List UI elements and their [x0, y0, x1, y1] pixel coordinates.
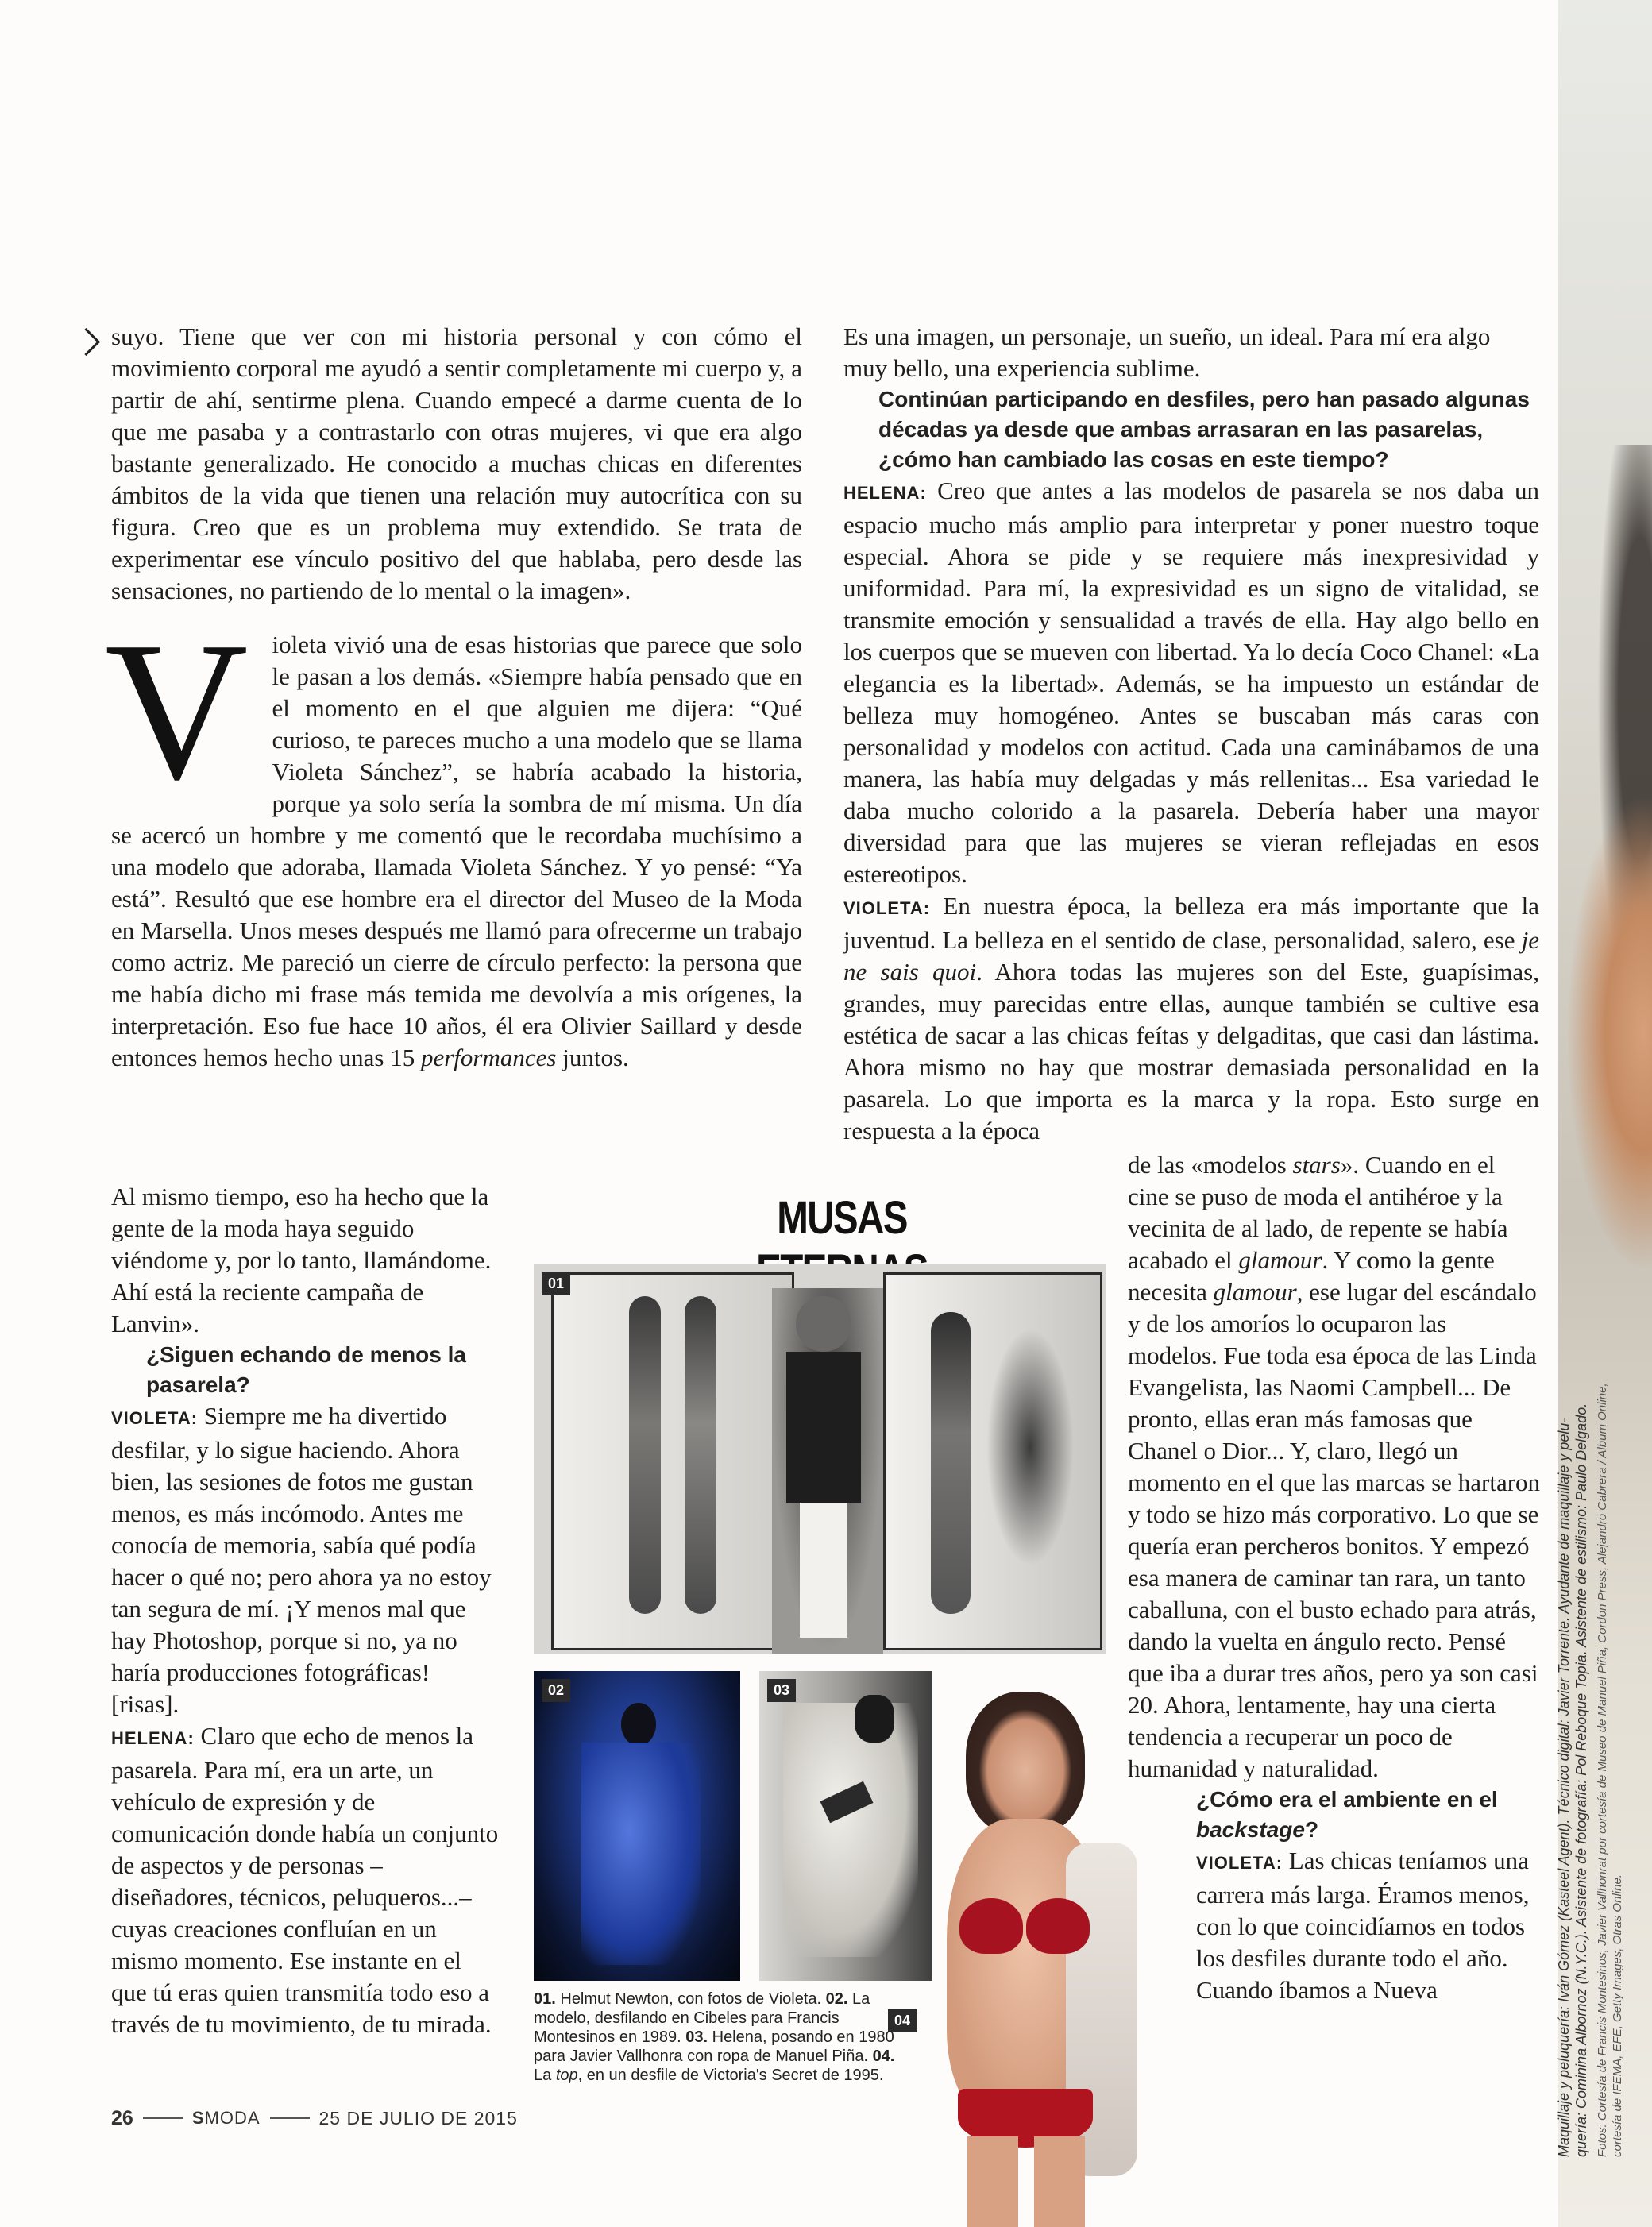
- box-title: MUSAS: [777, 1192, 907, 1244]
- page-footer: [111, 2105, 518, 2132]
- page-number: 26: [111, 2106, 133, 2129]
- footer-rule: [270, 2117, 310, 2119]
- drop-cap: V: [105, 601, 249, 821]
- continuation-arrow: [72, 328, 100, 356]
- left-narrow-para: Al mismo tiempo, eso ha hecho que la gente de la moda haya seguido viéndome y, por lo tanto, llamándome. Ahí está la reciente campaña de Lanvin».: [111, 1183, 492, 1337]
- photo-01: [534, 1264, 1106, 1654]
- footer-date: 25 DE JULIO DE 2015: [318, 2107, 518, 2129]
- photo-number: 03: [767, 1679, 796, 1702]
- speaker-label: VIOLETA:: [843, 898, 931, 918]
- speaker-label: VIOLETA:: [1196, 1853, 1283, 1873]
- speaker-label: VIOLETA:: [111, 1408, 199, 1428]
- photo-02: [534, 1671, 740, 1981]
- photo-number: 02: [542, 1679, 570, 1702]
- left-para-1: suyo. Tiene que ver con mi historia personal y con cómo el movimiento corporal me ayudó a sentir completamente mi cuerpo y, a partir de ahí, sentirme plena. Cuando empecé a darme cuenta de lo que me pasaba y a contrastarlo con otras mujeres, vi que era algo bastante generalizado. He conocido a muchas chicas en diferentes ámbitos de la vida que tienen una relación muy autocrítica con su figura. Creo que es un problema muy extendido. Se trata de experimentar ese vínculo positivo del que hablaba, pero desde las sensaciones, no partiendo de lo mental o la imagen».: [111, 322, 802, 604]
- right-narrow-para: de las «modelos stars». Cuando en el cine se puso de moda el antihéroe y la vecinita de al lado, de repente se había acabado el glamour. Y como la gente necesita glamour, ese lugar del escándalo y de los amoríos lo ocuparon las modelos. Fue toda esa época de las Linda Evangelista, las Naomi Campbell... De pronto, ellas eran más famosas que Chanel o Dior... Y, claro, llegó un momento en el que las marcas se hartaron y todo se hizo más corporativo. Lo que se quería eran percheros bonitos. Y empezó esa manera de caminar tan rara, un tanto caballuna, con el busto echado para atrás, dando la vuelta en ángulo recto. Pensé que iba a durar tres años, pero ya son casi 20. Ahora, lentamente, hay una cierta tendencia a recuperar un poco de humanidad y naturalidad.: [1128, 1151, 1541, 1782]
- answer-violeta-2: VIOLETA: En nuestra época, la belleza era más importante que la juventud. La belleza en el sentido de clase, personalidad, salero, ese je ne sais quoi. Ahora todas las mujeres son del Este, guapísimas, grandes, muy parecidas entre ellas, aunque también se cultive esa estética de sacar a las chicas feítas y delgaditas, que casi dan lástima. Ahora mismo no hay que mostrar demasiada personalidad en la pasarela. Lo que importa es la marca y la ropa. Esto surge en respuesta a la época: [843, 892, 1539, 1144]
- right-narrow-column: [1128, 1149, 1541, 2006]
- question-pasarela: ¿Siguen echando de menos la pasarela?: [146, 1342, 466, 1397]
- question-cambios: Continúan participando en desfiles, pero han pasado algunas décadas ya desde que ambas arrasaran en las pasarelas, ¿cómo han cambiado las cosas en este tiempo?: [878, 387, 1530, 472]
- speaker-label: HELENA:: [843, 483, 927, 503]
- answer-violeta-1: VIOLETA: Siempre me ha divertido desfilar, y lo sigue haciendo. Ahora bien, las sesiones de fotos me gustan menos, es más incómodo. Antes me conocía de memoria, sabía qué podía hacer o qué no; pero ahora ya no estoy tan segura de mí. ¡Y menos mal que hay Photoshop, porque si no, ya no haría producciones fotográficas! [risas].: [111, 1402, 492, 1718]
- left-column: [105, 321, 802, 1074]
- footer-brand: SMODA: [191, 2108, 261, 2128]
- credits-vertical: Maquillaje y peluquería: Iván Gómez (Kasteel Agent). Técnico digital: Javier Torrente. Ayudante de maquillaje y pelu- quería: Cominina Albornoz (N.Y.C.). Asistente de fotografía: Pol Reboque Topia. Asistente de estilismo: Paulo Delgado. Fotos: Cortesía de Francis Montesinos, Javier Vallhonrat por cortesía de Museo de Manuel Piña, Cordon Press, Alejandro Cabrera / Album Online, cortesía de IFEMA, EFE, Getty Images, Otras Online.: [1556, 1383, 1624, 2157]
- photo-number: 04: [888, 2009, 917, 2032]
- speaker-label: HELENA:: [111, 1728, 195, 1748]
- right-para-1: Es una imagen, un personaje, un sueño, un ideal. Para mí era algo muy bello, una experiencia sublime.: [843, 322, 1491, 382]
- answer-helena-2: HELENA: Creo que antes a las modelos de pasarela se nos daba un espacio mucho más amplio para interpretar y poner nuestro toque especial. Ahora se pide y se requiere más inexpresividad y uniformidad. Para mí, la expresividad es un signo de vitalidad, se transmite emoción y sensualidad a través de ella. Hay algo bello en los cuerpos que se mueven con libertad. Ya lo decía Coco Chanel: «La elegancia es la libertad». Además, se ha impuesto un estándar de belleza muy homogéneo. Antes se buscaban más caras con personalidad y modelos con actitud. Cada una caminábamos de una manera, las había muy delgadas y más rellenitas... Esa variedad le daba mucho colorido a la pasarela. Debería haber una mayor diversidad para que las mujeres se vieran reflejadas en esos estereotipos.: [843, 477, 1539, 888]
- left-para-2: Violeta vivió una de esas historias que parece que solo le pasan a los demás. «Siempre había pensado que en el momento en el que alguien me dijera: “Qué curioso, te pareces mucho a una modelo que se llama Violeta Sánchez”, se habría acabado la historia, porque ya solo sería la sombra de mí misma. Un día se acercó un hombre y me comentó que le recordaba muchísimo a una modelo que adoraba, llamada Violeta Sánchez. Y yo pensé: “Ya está”. Resultó que ese hombre era el director del Museo de la Moda en Marsella. Unos meses después me llamó para ofrecerme un trabajo como actriz. Me pareció un cierre de círculo perfecto: la persona que me había dicho mi frase más temida me devolvía a mis orígenes, la interpretación. Eso fue hace 10 años, él era Olivier Saillard y desde entonces hemos hecho unas 15 performances juntos.: [105, 601, 802, 1071]
- answer-violeta-3: VIOLETA: Las chicas teníamos una carrera más larga. Éramos menos, con lo que coincidíamos en todos los desfiles durante todo el año. Cuando íbamos a Nueva: [1196, 1847, 1530, 2004]
- footer-rule: [143, 2117, 183, 2119]
- left-narrow-column: [111, 1181, 502, 2040]
- photo-number: 01: [542, 1272, 570, 1295]
- answer-helena-1: HELENA: Claro que echo de menos la pasarela. Para mí, era un arte, un vehículo de expresión y de comunicación donde había un conjunto de aspectos y de personas –diseñadores, técnicos, peluqueros...– cuyas creaciones confluían en un mismo momento. Ese instante en el que tú eras quien transmitía todo eso a través de tu movimiento, de tu mirada.: [111, 1722, 499, 2038]
- question-backstage: ¿Cómo era el ambiente en el backstage?: [1196, 1787, 1498, 1842]
- right-column: [843, 321, 1539, 1147]
- photo-04: [894, 1692, 1153, 2227]
- photo-caption: 01. Helmut Newton, con fotos de Violeta. 02. La modelo, desfilando en Cibeles para Francis Montesinos en 1989. 03. Helena, posando en 1980 para Javier Vallhonra con ropa de Manuel Piña. 04. La top, en un desfile de Victoria's Secret de 1995.: [534, 1990, 895, 2084]
